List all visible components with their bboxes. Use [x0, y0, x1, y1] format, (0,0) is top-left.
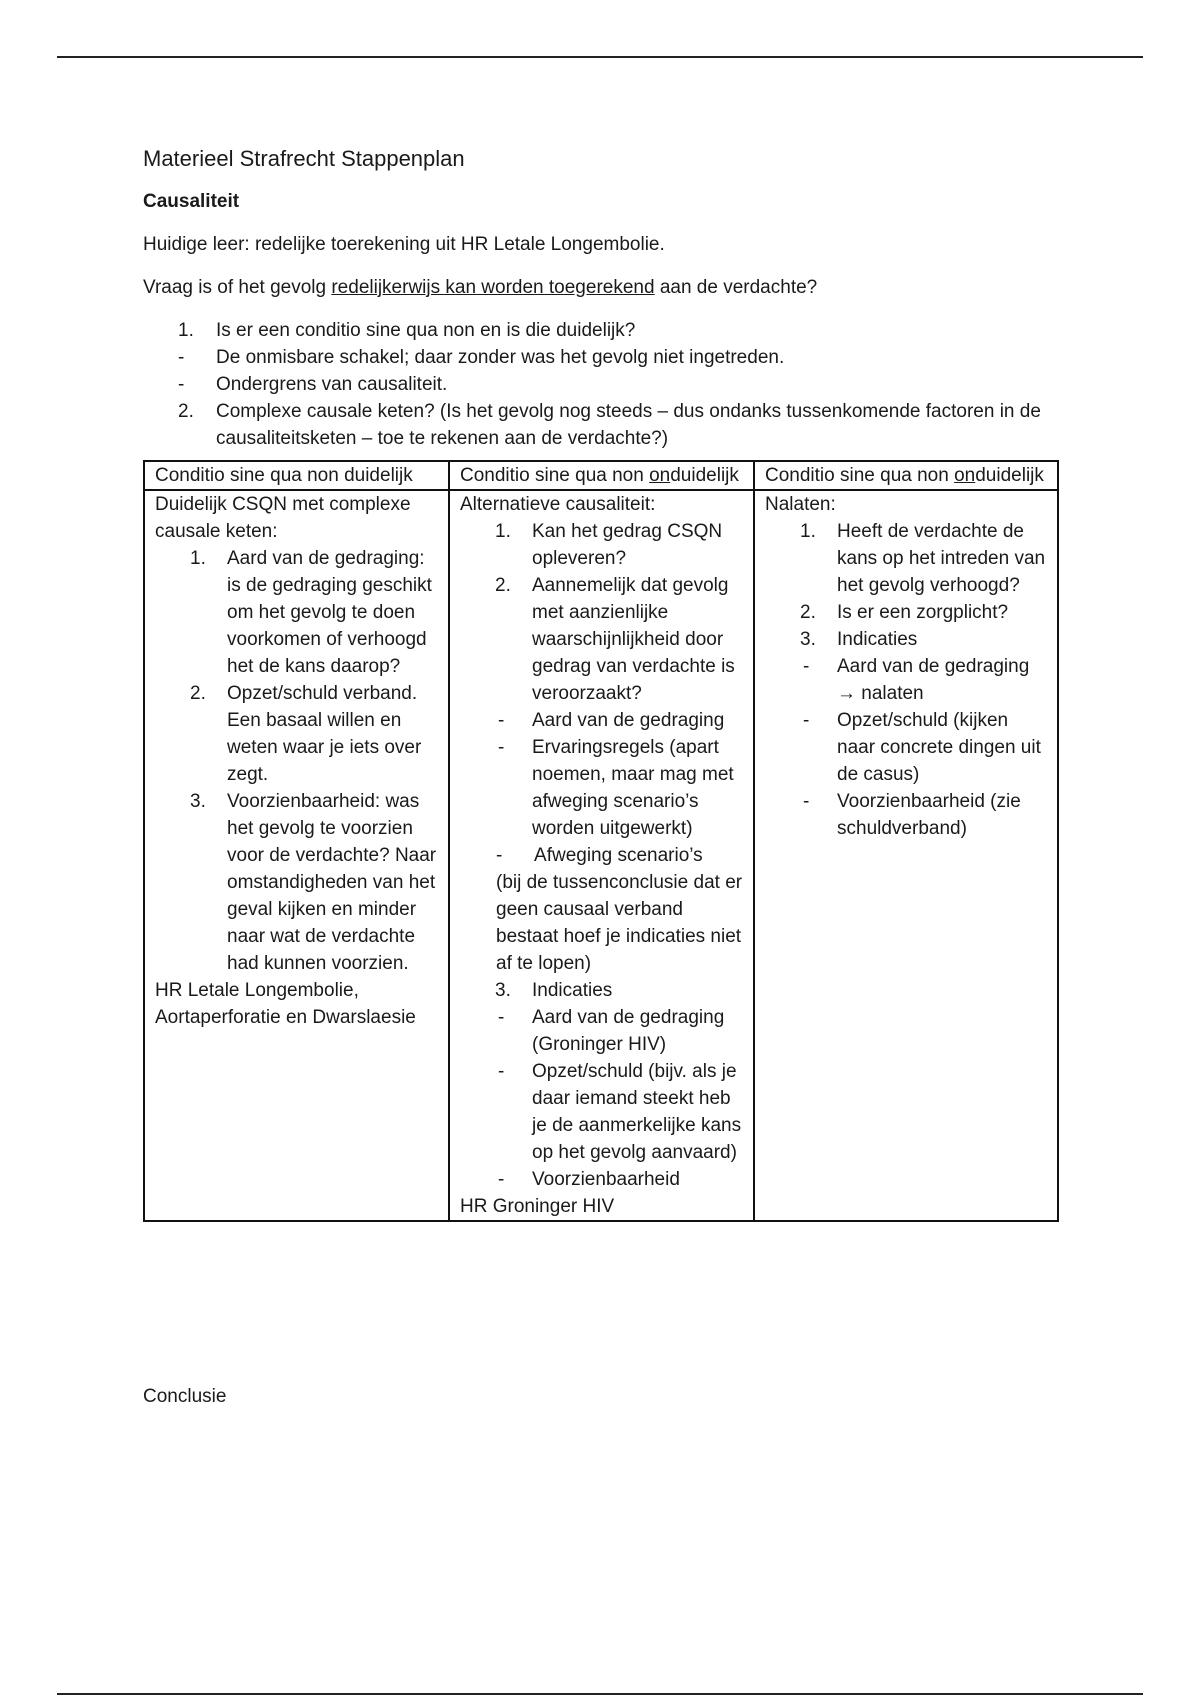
list-marker: 3.: [495, 980, 511, 1001]
list-item: [143, 317, 1063, 344]
list-text: Is er een zorgplicht?: [837, 602, 1009, 623]
list-item: [460, 1166, 745, 1193]
header-text: duidelijk: [670, 465, 739, 486]
list-item: [460, 977, 745, 1004]
list-text: Indicaties: [837, 629, 918, 650]
list-marker: 2.: [495, 575, 511, 596]
list-text: Aard van de gedraging: is de gedraging geschikt om het gevolg te doen voorkomen of verhoogd het de kans daarop?: [227, 548, 432, 677]
cell-footer: HR Letale Longembolie, Aortaperforatie en Dwarslaesie: [155, 980, 416, 1028]
list-marker: 2.: [800, 602, 816, 623]
cell-alternative-causality: [449, 490, 754, 1221]
list-marker: -: [498, 1007, 505, 1028]
list-marker: -: [496, 845, 503, 866]
cell-footer: HR Groninger HIV: [460, 1196, 615, 1217]
header-text: duidelijk: [975, 465, 1044, 486]
list-marker: 2.: [178, 401, 194, 422]
list-text: Afweging scenario’s: [534, 845, 703, 866]
list-marker: -: [803, 656, 810, 677]
list-marker: -: [178, 374, 185, 395]
list-text: Aard van de gedraging (Groninger HIV): [532, 1007, 725, 1055]
list-marker: 1.: [190, 548, 206, 569]
list-marker: 3.: [190, 791, 206, 812]
list-marker: 1.: [800, 521, 816, 542]
list-marker: 2.: [190, 683, 206, 704]
header-underlined: on: [649, 465, 671, 486]
cell-clear-csqn: [144, 490, 449, 1221]
list-text: Aannemelijk dat gevolg met aanzienlijke waarschijnlijkheid door gedrag van verdachte is veroorzaakt?: [532, 575, 735, 704]
document-title: Materieel Strafrecht Stappenplan: [143, 146, 465, 171]
list-marker: -: [498, 710, 505, 731]
table-header-row: [144, 461, 1058, 490]
list-item: [143, 344, 1063, 371]
list-marker: -: [498, 1061, 505, 1082]
causality-table: [143, 460, 1059, 1222]
footer-rule: [57, 1693, 1143, 1695]
list-item: [460, 1004, 745, 1058]
intro-paragraph: Huidige leer: redelijke toerekening uit HR Letale Longembolie.: [143, 234, 665, 255]
list-text: Opzet/schuld (kijken naar concrete dingen uit de casus): [837, 710, 1041, 785]
cell-lead: Nalaten:: [765, 494, 836, 515]
list-item: [765, 788, 1049, 842]
list-marker: -: [803, 710, 810, 731]
table-row: [144, 490, 1058, 1221]
header-cell-unclear-alt: [449, 461, 754, 490]
list-marker: 1.: [495, 521, 511, 542]
list-text: Ervaringsregels (apart noemen, maar mag met afweging scenario’s worden uitgewerkt): [532, 737, 734, 839]
cell-list: [155, 545, 440, 977]
list-marker: -: [498, 737, 505, 758]
steps-list: [143, 317, 1063, 452]
list-text: Aard van de gedraging → nalaten: [837, 656, 1030, 704]
list-item: [155, 545, 440, 680]
cell-list: [460, 518, 745, 842]
list-marker: 3.: [800, 629, 816, 650]
list-item: [155, 788, 440, 977]
list-item: [460, 707, 745, 734]
cell-list: [460, 977, 745, 1193]
list-text: Heeft de verdachte de kans op het intreden van het gevolg verhoogd?: [837, 521, 1046, 596]
cell-lead: Alternatieve causaliteit:: [460, 494, 656, 515]
question-underlined: redelijkerwijs kan worden toegerekend: [331, 277, 655, 298]
list-item: [460, 572, 745, 707]
list-item: [143, 371, 1063, 398]
question-paragraph: [143, 274, 1063, 301]
list-text: Voorzienbaarheid (zie schuldverband): [837, 791, 1021, 839]
header-underlined: on: [954, 465, 976, 486]
question-post: aan de verdachte?: [654, 277, 818, 298]
header-cell-clear: Conditio sine qua non duidelijk: [144, 461, 449, 490]
cell-list: [765, 518, 1049, 842]
list-text: Indicaties: [532, 980, 613, 1001]
header-rule: [57, 56, 1143, 58]
section-heading: Causaliteit: [143, 191, 240, 212]
list-text: Aard van de gedraging: [532, 710, 725, 731]
list-item: [460, 518, 745, 572]
list-text: Ondergrens van causaliteit.: [216, 374, 448, 395]
header-cell-unclear-omission: [754, 461, 1058, 490]
header-text: Conditio sine qua non: [765, 465, 955, 486]
list-text: Complexe causale keten? (Is het gevolg nog steeds – dus ondanks tussenkomende factoren in de causaliteitsketen – toe te rekenen aan de verdachte?): [216, 401, 1041, 449]
list-text: Voorzienbaarheid: [532, 1169, 680, 1190]
list-text: De onmisbare schakel; daar zonder was het gevolg niet ingetreden.: [216, 347, 785, 368]
list-item: [460, 734, 745, 842]
conclusion-heading: Conclusie: [143, 1386, 227, 1407]
list-text: Is er een conditio sine qua non en is die duidelijk?: [216, 320, 636, 341]
cell-omission: [754, 490, 1058, 1221]
afweging-line: [460, 842, 745, 869]
list-text: Opzet/schuld verband. Een basaal willen en weten waar je iets over zegt.: [227, 683, 422, 785]
list-marker: -: [178, 347, 185, 368]
list-marker: -: [803, 791, 810, 812]
list-item: [155, 680, 440, 788]
list-item: [143, 398, 1063, 452]
list-item: [765, 518, 1049, 599]
list-text: Opzet/schuld (bijv. als je daar iemand steekt heb je de aanmerkelijke kans op het gevolg aanvaard): [532, 1061, 742, 1163]
list-marker: -: [498, 1169, 505, 1190]
cell-note: (bij de tussenconclusie dat er geen causaal verband bestaat hoef je indicaties niet af te lopen): [496, 872, 743, 974]
list-item: [765, 599, 1049, 626]
cell-lead: Duidelijk CSQN met complexe causale keten:: [155, 494, 411, 542]
list-item: [765, 626, 1049, 653]
header-text: Conditio sine qua non: [460, 465, 650, 486]
question-pre: Vraag is of het gevolg: [143, 277, 332, 298]
list-item: [765, 707, 1049, 788]
list-marker: 1.: [178, 320, 194, 341]
document-body: [143, 144, 1063, 1222]
list-item: [460, 1058, 745, 1166]
list-text: Kan het gedrag CSQN opleveren?: [532, 521, 723, 569]
list-item: [765, 653, 1049, 707]
list-text: Voorzienbaarheid: was het gevolg te voorzien voor de verdachte? Naar omstandigheden van het geval kijken en minder naar wat de verdachte had kunnen voorzien.: [227, 791, 437, 974]
